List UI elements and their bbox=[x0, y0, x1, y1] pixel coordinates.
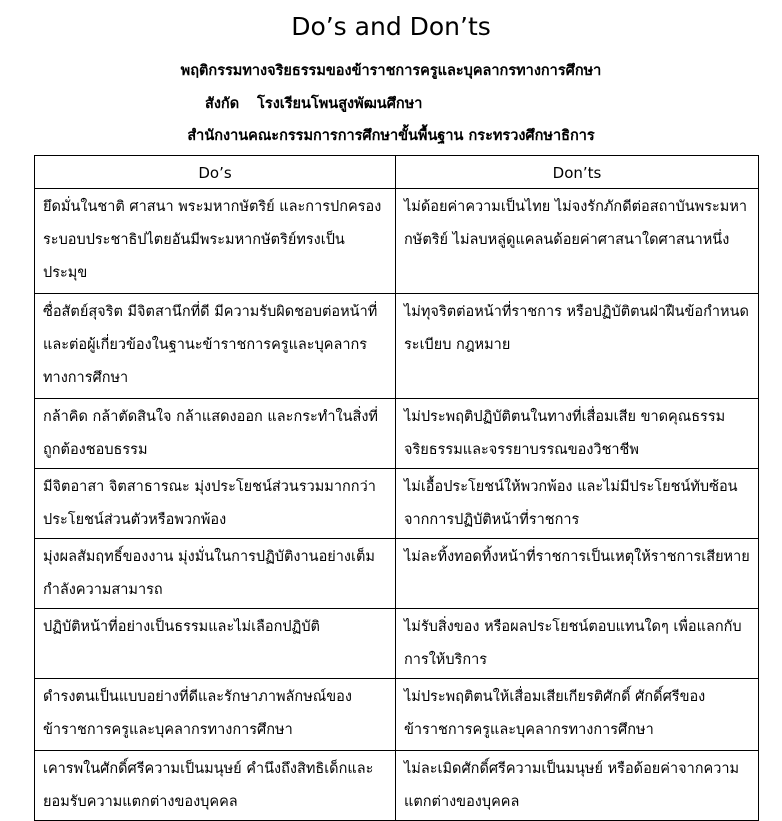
subtitle-line-3: สำนักงานคณะกรรมการการศึกษาขั้นพื้นฐาน กระทรวงศึกษาธิการ bbox=[187, 128, 595, 144]
header-dos: Do’s bbox=[35, 156, 396, 189]
dont-cell: ไม่ประพฤติตนให้เสื่อมเสียเกียรติศักดิ์ ศักดิ์ศรีของข้าราชการครูและบุคลากรทางการศึกษา bbox=[396, 679, 759, 751]
page-title: Do’s and Don’ts bbox=[291, 12, 491, 41]
table-row bbox=[35, 679, 759, 751]
dos-donts-table bbox=[34, 155, 759, 821]
dont-cell: ไม่รับสิ่งของ หรือผลประโยชน์ตอบแทนใดๆ เพื่อแลกกับการให้บริการ bbox=[396, 609, 759, 679]
school-name: โรงเรียนโพนสูงพัฒนศึกษา bbox=[257, 96, 423, 112]
dont-cell: ไม่ทุจริตต่อหน้าที่ราชการ หรือปฏิบัติตนฝ่าฝืนข้อกำหนด ระเบียบ กฎหมาย bbox=[396, 294, 759, 399]
do-cell: ซื่อสัตย์สุจริต มีจิตสานึกที่ดี มีความรับผิดชอบต่อหน้าที่และต่อผู้เกี่ยวข้องในฐานะข้าราชการครูและบุคลากรทางการศึกษา bbox=[35, 294, 396, 399]
table-row bbox=[35, 469, 759, 539]
do-cell: ยึดมั่นในชาติ ศาสนา พระมหากษัตริย์ และการปกครองระบอบประชาธิปไตยอันมีพระมหากษัตริย์ทรงเป็นประมุข bbox=[35, 189, 396, 294]
dont-cell: ไม่ละทิ้งทอดทิ้งหน้าที่ราชการเป็นเหตุให้ราชการเสียหาย bbox=[396, 539, 759, 609]
do-cell: มีจิตอาสา จิตสาธารณะ มุ่งประโยชน์ส่วนรวมมากกว่าประโยชน์ส่วนตัวหรือพวกพ้อง bbox=[35, 469, 396, 539]
dont-cell: ไม่ละเมิดศักดิ์ศรีความเป็นมนุษย์ หรือด้อยค่าจากความแตกต่างของบุคคล bbox=[396, 751, 759, 821]
table-row bbox=[35, 189, 759, 294]
do-cell: มุ่งผลสัมฤทธิ์ของงาน มุ่งมั่นในการปฏิบัติงานอย่างเต็มกำลังความสามารถ bbox=[35, 539, 396, 609]
subtitle-line-2 bbox=[205, 93, 422, 115]
table-row bbox=[35, 609, 759, 679]
table-row bbox=[35, 294, 759, 399]
table-row bbox=[35, 399, 759, 469]
dont-cell: ไม่ด้อยค่าความเป็นไทย ไม่จงรักภักดีต่อสถาบันพระมหากษัตริย์ ไม่ลบหลู่ดูแคลนด้อยค่าศาสนาใดศาสนาหนึ่ง bbox=[396, 189, 759, 294]
dont-cell: ไม่เอื้อประโยชน์ให้พวกพ้อง และไม่มีประโยชน์ทับซ้อนจากการปฏิบัติหน้าที่ราชการ bbox=[396, 469, 759, 539]
do-cell: เคารพในศักดิ์ศรีความเป็นมนุษย์ คำนึงถึงสิทธิเด็กและยอมรับความแตกต่างของบุคคล bbox=[35, 751, 396, 821]
do-cell: กล้าคิด กล้าตัดสินใจ กล้าแสดงออก และกระทำในสิ่งที่ถูกต้องชอบธรรม bbox=[35, 399, 396, 469]
subtitle-line-1: พฤติกรรมทางจริยธรรมของข้าราชการครูและบุคลากรทางการศึกษา bbox=[180, 63, 602, 79]
do-cell: ปฏิบัติหน้าที่อย่างเป็นธรรมและไม่เลือกปฏิบัติ bbox=[35, 609, 396, 679]
dont-cell: ไม่ประพฤติปฏิบัติตนในทางที่เสื่อมเสีย ขาดคุณธรรม จริยธรรมและจรรยาบรรณของวิชาชีพ bbox=[396, 399, 759, 469]
table-row bbox=[35, 539, 759, 609]
do-cell: ดำรงตนเป็นแบบอย่างที่ดีและรักษาภาพลักษณ์ของข้าราชการครูและบุคลากรทางการศึกษา bbox=[35, 679, 396, 751]
header-donts: Don’ts bbox=[396, 156, 759, 189]
affiliation-label: สังกัด bbox=[205, 96, 240, 112]
table-header-row bbox=[35, 156, 759, 189]
table-row bbox=[35, 751, 759, 821]
